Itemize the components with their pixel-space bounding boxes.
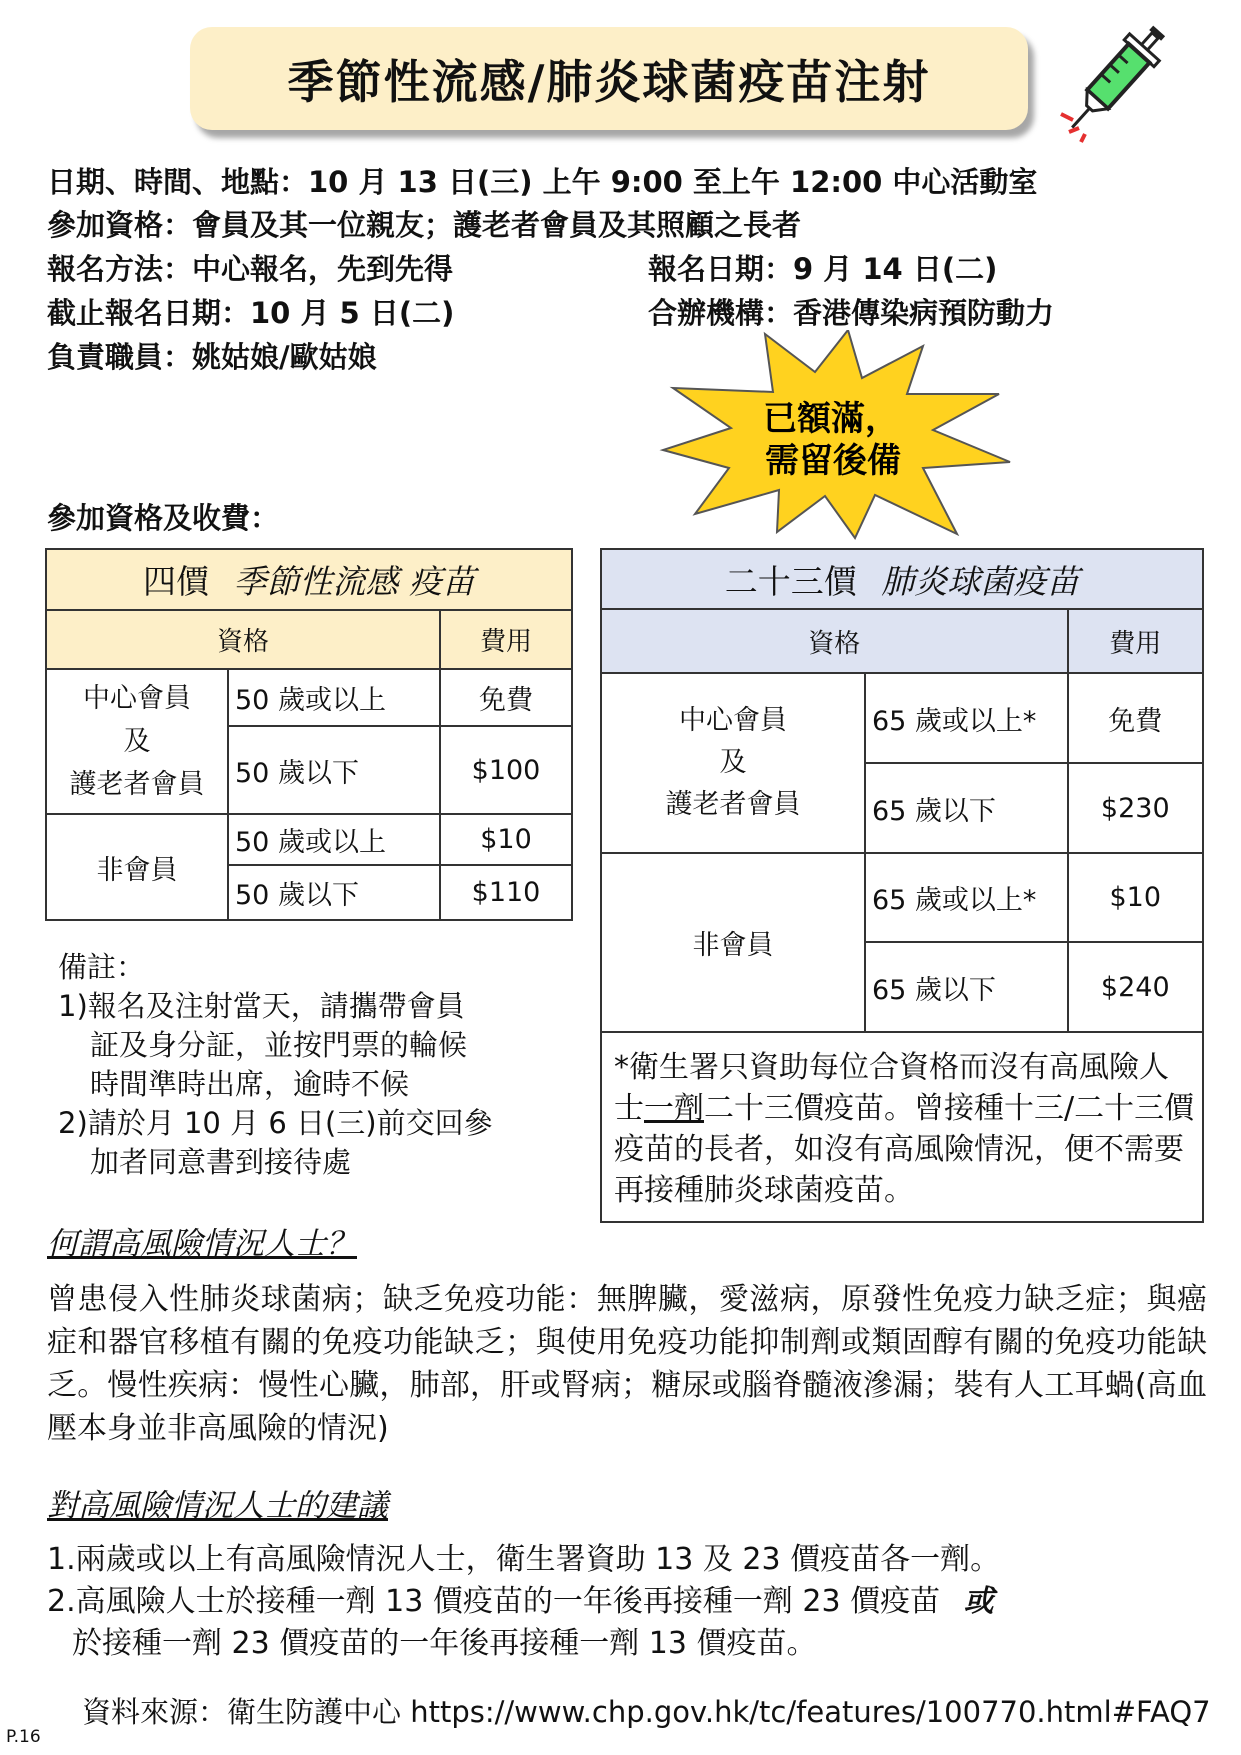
flu-fee-cell: $110 bbox=[440, 865, 572, 920]
fees-heading: 參加資格及收費： bbox=[47, 501, 280, 535]
flu-fee-cell: $100 bbox=[440, 726, 572, 814]
pneumococcal-vaccine-table bbox=[600, 548, 1204, 1223]
pn-age-cell: 65 歲或以上* bbox=[865, 853, 1068, 942]
flu-table-title bbox=[46, 549, 572, 610]
advice-item-2-main: 2.高風險人士於接種一劑 13 價疫苗的一年後再接種一劑 23 價疫苗 bbox=[47, 1584, 941, 1619]
flu-col-eligibility: 資格 bbox=[46, 610, 440, 669]
pn-age-cell: 65 歲以下 bbox=[865, 942, 1068, 1032]
pn-fee-cell: $10 bbox=[1068, 853, 1203, 942]
remarks-heading: 備註： bbox=[58, 950, 146, 984]
remark-item: 時間準時出席，逾時不候 bbox=[90, 1067, 410, 1101]
pn-note-before: *衛生署只資助每位合資格而沒有高風險人士 bbox=[614, 1050, 1169, 1126]
advice-item-2-line2: 於接種一劑 23 價疫苗的一年後再接種一劑 13 價疫苗。 bbox=[72, 1626, 817, 1661]
pn-col-eligibility: 資格 bbox=[601, 609, 1068, 673]
syringe-icon bbox=[1055, 14, 1175, 146]
full-burst-badge bbox=[655, 330, 1015, 540]
pn-title-italic: 肺炎球菌疫苗 bbox=[881, 561, 1080, 601]
pn-age-cell: 65 歲或以上* bbox=[865, 673, 1068, 763]
burst-line2: 需留後備 bbox=[765, 441, 901, 481]
pn-title-prefix: 二十三價 bbox=[724, 561, 857, 601]
remark-item: 証及身分証，並按門票的輪候 bbox=[90, 1028, 468, 1062]
high-risk-heading: 何謂高風險情況人士？ bbox=[47, 1226, 357, 1262]
remark-item: 2)請於月 10 月 6 日(三)前交回參 bbox=[58, 1106, 493, 1140]
flu-age-cell: 50 歲以下 bbox=[228, 726, 440, 814]
flu-title-italic: 季節性流感 疫苗 bbox=[233, 562, 475, 601]
remark-item: 加者同意書到接待處 bbox=[90, 1145, 352, 1179]
pn-col-fee: 費用 bbox=[1068, 609, 1203, 673]
pn-fee-cell: $240 bbox=[1068, 942, 1203, 1032]
pn-note-after: 二十三價疫苗。曾接種十三/二十三價疫苗的長者，如沒有高風險情況，便不需要再接種肺炎球菌疫苗。 bbox=[614, 1091, 1195, 1208]
source-citation: 資料來源：衛生防護中心 https://www.chp.gov.hk/tc/features/100770.html#FAQ7 bbox=[82, 1695, 1211, 1729]
burst-line1: 已額滿， bbox=[763, 399, 899, 439]
info-staff: 負責職員：姚姑娘/歐姑娘 bbox=[47, 340, 377, 374]
pn-footnote bbox=[601, 1032, 1203, 1222]
title-banner bbox=[190, 27, 1028, 130]
advice-heading: 對高風險情況人士的建議 bbox=[47, 1488, 388, 1524]
pn-fee-cell: 免費 bbox=[1068, 673, 1203, 763]
flu-title-prefix: 四價 bbox=[143, 562, 209, 601]
flu-fee-cell: $10 bbox=[440, 814, 572, 865]
pn-nonmember-group: 非會員 bbox=[601, 853, 865, 1032]
pn-member-group: 中心會員 及 護老者會員 bbox=[601, 673, 865, 853]
flu-age-cell: 50 歲以下 bbox=[228, 865, 440, 920]
flu-col-fee: 費用 bbox=[440, 610, 572, 669]
advice-item-2 bbox=[47, 1580, 994, 1623]
flu-age-cell: 50 歲或以上 bbox=[228, 669, 440, 726]
pn-note-underlined: 一劑 bbox=[644, 1091, 704, 1126]
info-registration-date: 報名日期：9 月 14 日(二) bbox=[648, 252, 998, 286]
pn-age-cell: 65 歲以下 bbox=[865, 763, 1068, 853]
info-deadline: 截止報名日期：10 月 5 日(二) bbox=[47, 296, 455, 330]
advice-item-2-or: 或 bbox=[963, 1584, 994, 1619]
remarks-block bbox=[58, 948, 493, 1182]
advice-item-1: 1.兩歲或以上有高風險情況人士，衛生署資助 13 及 23 價疫苗各一劑。 bbox=[47, 1542, 1001, 1577]
info-co-organizer: 合辦機構：香港傳染病預防動力 bbox=[648, 296, 1055, 330]
pn-table-title bbox=[601, 549, 1203, 609]
info-eligibility: 參加資格：會員及其一位親友；護老者會員及其照顧之長者 bbox=[47, 208, 802, 242]
flu-vaccine-table bbox=[45, 548, 573, 921]
info-date-time-place: 日期、時間、地點：10 月 13 日(三) 上午 9:00 至上午 12:00 中心活動室 bbox=[47, 165, 1038, 199]
page-title: 季節性流感/肺炎球菌疫苗注射 bbox=[287, 54, 931, 109]
flu-member-group: 中心會員 及 護老者會員 bbox=[46, 669, 228, 814]
page-number: P.16 bbox=[6, 1727, 41, 1747]
flu-age-cell: 50 歲或以上 bbox=[228, 814, 440, 865]
high-risk-text: 曾患侵入性肺炎球菌病；缺乏免疫功能：無脾臟，愛滋病，原發性免疫力缺乏症；與癌症和器官移植有關的免疫功能缺乏；與使用免疫功能抑制劑或類固醇有關的免疫功能缺乏。慢性疾病：慢性心臟，肺部，肝或腎病；糖尿或腦脊髓液滲漏；裝有人工耳蝸(高血壓本身並非高風險的情況) bbox=[47, 1282, 1207, 1446]
remark-item: 1)報名及注射當天，請攜帶會員 bbox=[58, 989, 465, 1023]
info-method: 報名方法：中心報名，先到先得 bbox=[47, 252, 454, 286]
pn-fee-cell: $230 bbox=[1068, 763, 1203, 853]
flu-fee-cell: 免費 bbox=[440, 669, 572, 726]
flu-nonmember-group: 非會員 bbox=[46, 814, 228, 920]
